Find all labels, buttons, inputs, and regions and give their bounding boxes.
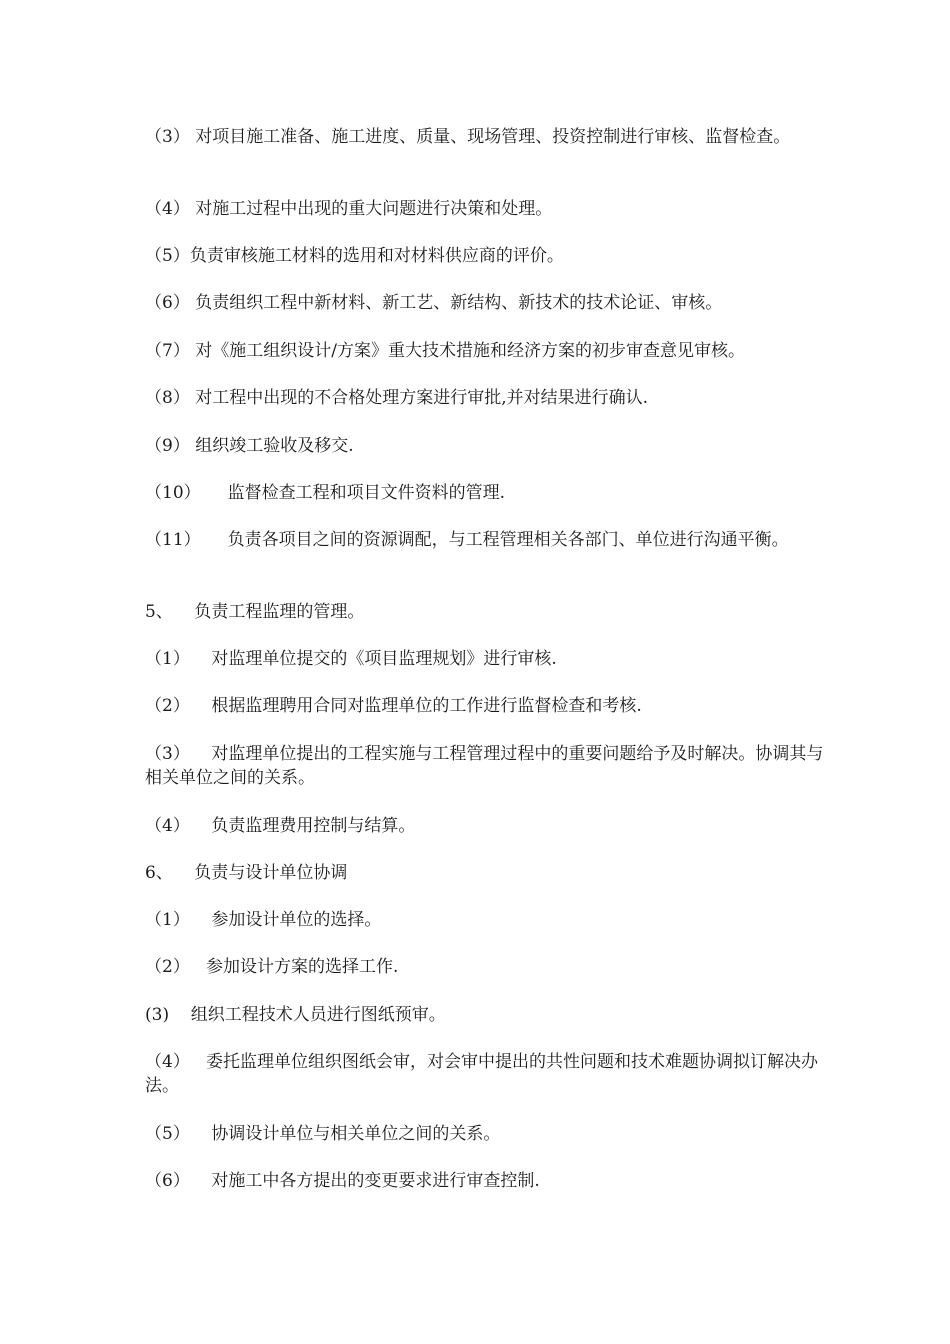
paragraph-4-decision: （4） 对施工过程中出现的重大问题进行决策和处理。 xyxy=(145,199,553,219)
section-5-item-3: （3） 对监理单位提出的工程实施与工程管理过程中的重要问题给予及时解决。协调其与相关单位之间的关系。 xyxy=(145,744,824,788)
section-6-heading: 6、 负责与设计单位协调 xyxy=(145,863,348,883)
section-5-item-1: （1） 对监理单位提交的《项目监理规划》进行审核. xyxy=(145,649,557,669)
paragraph-6-new-tech: （6） 负责组织工程中新材料、新工艺、新结构、新技术的技术论证、审核。 xyxy=(145,293,723,313)
paragraph-9-acceptance: （9） 组织竣工验收及移交. xyxy=(145,436,354,456)
section-6-item-4: （4） 委托监理单位组织图纸会审，对会审中提出的共性问题和技术难题协调拟订解决办法。 xyxy=(145,1052,819,1096)
paragraph-10-documents: （10） 监督检查工程和项目文件资料的管理. xyxy=(145,483,506,503)
section-6-item-6: （6） 对施工中各方提出的变更要求进行审查控制. xyxy=(145,1171,540,1191)
paragraph-8-nonconformity: （8） 对工程中出现的不合格处理方案进行审批,并对结果进行确认. xyxy=(145,388,649,408)
section-6-item-2: （2） 参加设计方案的选择工作. xyxy=(145,957,399,977)
section-6-item-1: （1） 参加设计单位的选择。 xyxy=(145,910,382,930)
section-6-item-3: (3) 组织工程技术人员进行图纸预审。 xyxy=(145,1005,446,1025)
paragraph-5-materials: （5）负责审核施工材料的选用和对材料供应商的评价。 xyxy=(145,246,564,266)
section-6-item-5: （5） 协调设计单位与相关单位之间的关系。 xyxy=(145,1124,501,1144)
section-5-item-4: （4） 负责监理费用控制与结算。 xyxy=(145,816,416,836)
section-5-item-2: （2） 根据监理聘用合同对监理单位的工作进行监督检查和考核. xyxy=(145,696,642,716)
paragraph-7-design-plan: （7） 对《施工组织设计/方案》重大技术措施和经济方案的初步审查意见审核。 xyxy=(145,341,745,361)
paragraph-3-review: （3） 对项目施工准备、施工进度、质量、现场管理、投资控制进行审核、监督检查。 xyxy=(145,127,791,147)
section-5-heading: 5、 负责工程监理的管理。 xyxy=(145,602,365,622)
paragraph-11-resources: （11） 负责各项目之间的资源调配，与工程管理相关各部门、单位进行沟通平衡。 xyxy=(145,530,789,550)
